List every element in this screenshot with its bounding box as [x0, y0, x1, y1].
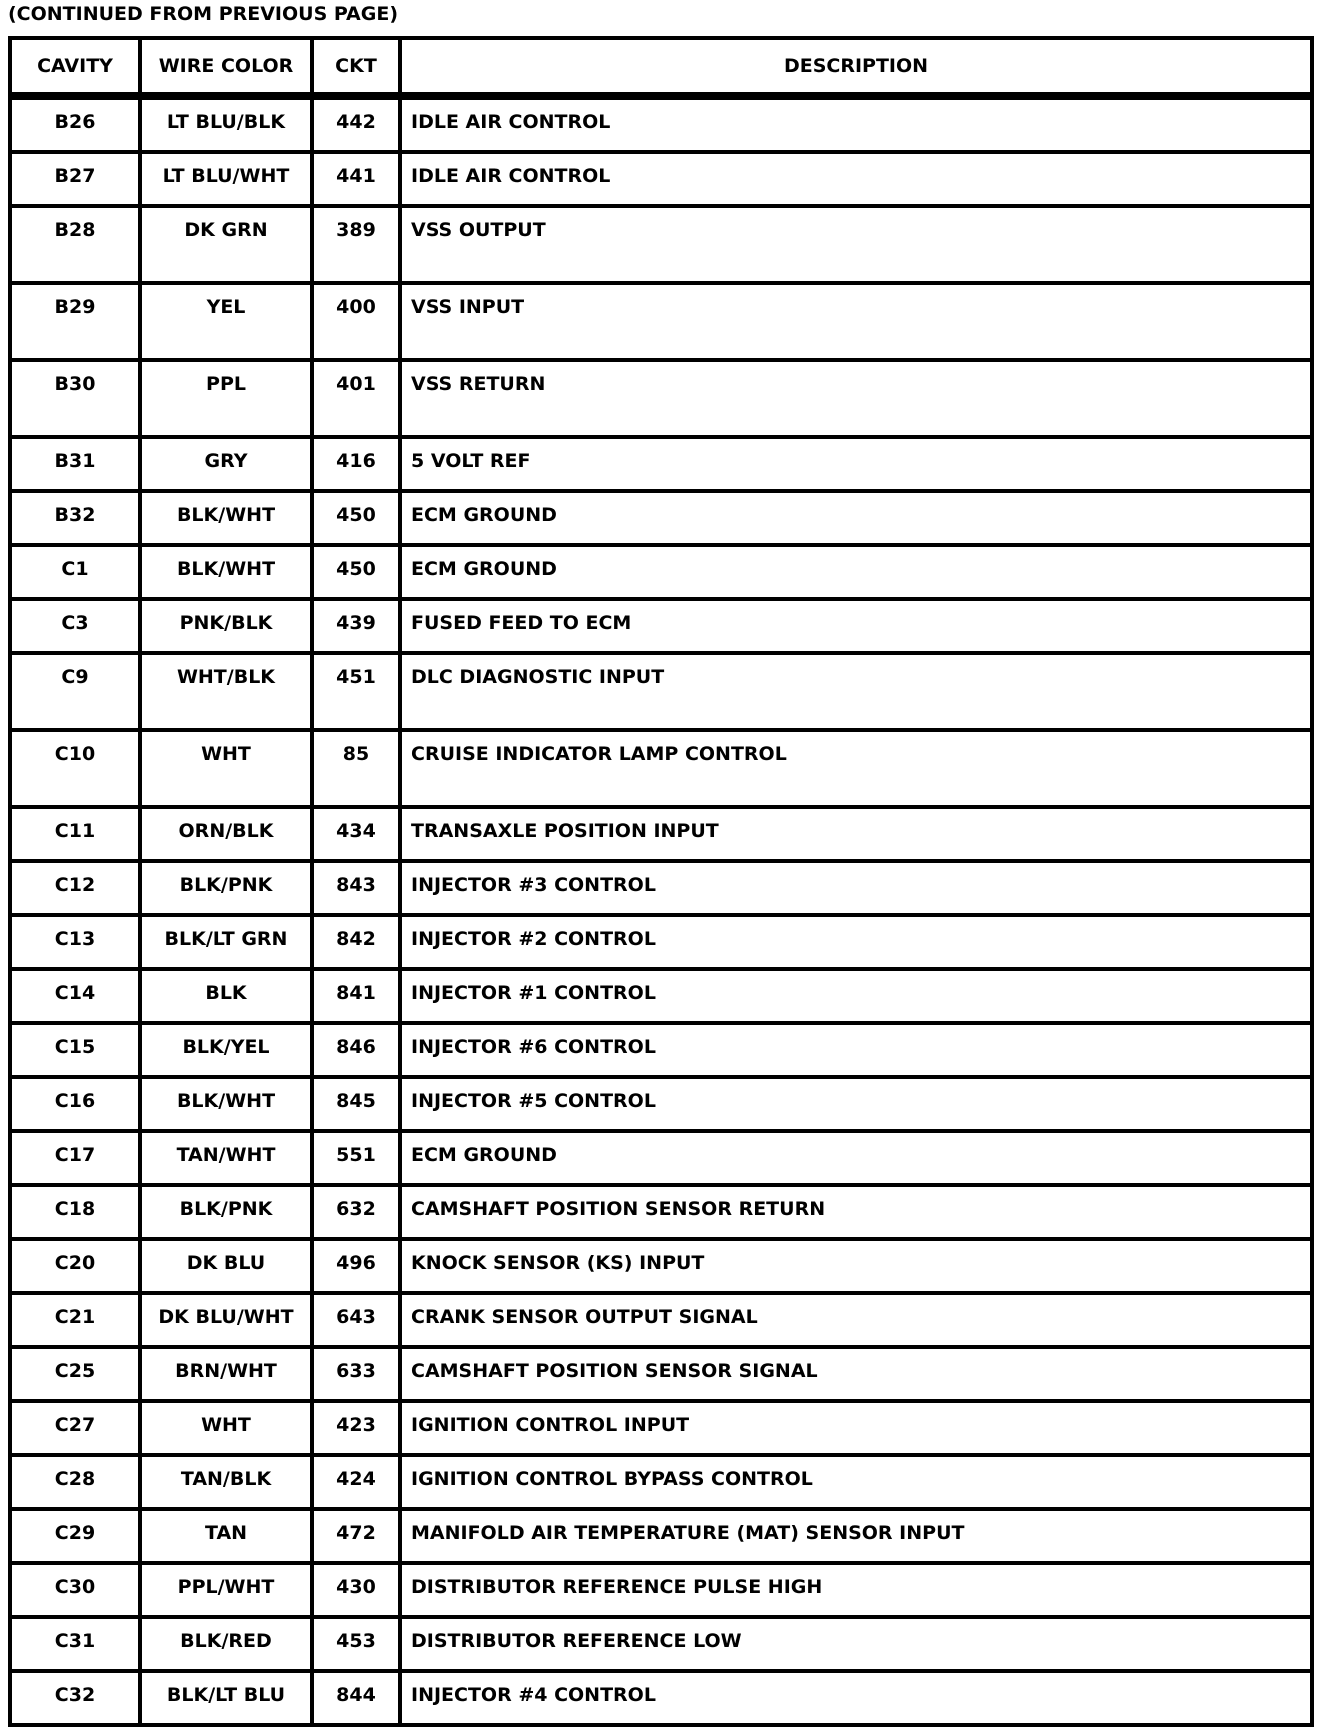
wire-color-cell: WHT/BLK	[140, 653, 312, 730]
description-cell: CAMSHAFT POSITION SENSOR SIGNAL	[400, 1347, 1312, 1401]
cavity-cell: C12	[10, 861, 140, 915]
wire-color-cell: TAN/BLK	[140, 1455, 312, 1509]
wire-color-cell: DK BLU	[140, 1239, 312, 1293]
ckt-cell: 496	[312, 1239, 400, 1293]
wire-color-cell: LT BLU/WHT	[140, 152, 312, 206]
table-row	[10, 491, 1312, 545]
table-row	[10, 807, 1312, 861]
continued-note: (CONTINUED FROM PREVIOUS PAGE)	[8, 3, 399, 25]
cavity-cell: C9	[10, 653, 140, 730]
wire-color-cell: DK BLU/WHT	[140, 1293, 312, 1347]
wire-color-cell: BLK/PNK	[140, 861, 312, 915]
ckt-cell: 424	[312, 1455, 400, 1509]
table-row	[10, 1401, 1312, 1455]
table-row	[10, 1077, 1312, 1131]
cavity-cell: C13	[10, 915, 140, 969]
cavity-cell: C30	[10, 1563, 140, 1617]
cavity-cell: C3	[10, 599, 140, 653]
wire-color-cell: BLK/LT GRN	[140, 915, 312, 969]
wire-color-cell: BLK/WHT	[140, 491, 312, 545]
wire-color-cell: BLK/LT BLU	[140, 1671, 312, 1725]
description-cell: VSS INPUT	[400, 283, 1312, 360]
cavity-cell: B28	[10, 206, 140, 283]
ckt-cell: 843	[312, 861, 400, 915]
cavity-cell: C11	[10, 807, 140, 861]
cavity-cell: C29	[10, 1509, 140, 1563]
table-row	[10, 730, 1312, 807]
wire-color-cell: TAN/WHT	[140, 1131, 312, 1185]
description-cell: IGNITION CONTROL BYPASS CONTROL	[400, 1455, 1312, 1509]
wire-color-cell: PPL/WHT	[140, 1563, 312, 1617]
ckt-cell: 451	[312, 653, 400, 730]
description-cell: CRUISE INDICATOR LAMP CONTROL	[400, 730, 1312, 807]
ckt-cell: 450	[312, 491, 400, 545]
table-row	[10, 545, 1312, 599]
wire-color-cell: BLK	[140, 969, 312, 1023]
connector-pinout-table	[8, 36, 1314, 1727]
description-cell: INJECTOR #6 CONTROL	[400, 1023, 1312, 1077]
ckt-cell: 453	[312, 1617, 400, 1671]
description-cell: KNOCK SENSOR (KS) INPUT	[400, 1239, 1312, 1293]
table-row	[10, 1347, 1312, 1401]
cavity-cell: C21	[10, 1293, 140, 1347]
table-row	[10, 1293, 1312, 1347]
table-row	[10, 969, 1312, 1023]
description-cell: IDLE AIR CONTROL	[400, 96, 1312, 152]
cavity-cell: C1	[10, 545, 140, 599]
table-row	[10, 1131, 1312, 1185]
description-cell: DISTRIBUTOR REFERENCE LOW	[400, 1617, 1312, 1671]
description-cell: VSS RETURN	[400, 360, 1312, 437]
description-cell: INJECTOR #3 CONTROL	[400, 861, 1312, 915]
table-row	[10, 1671, 1312, 1725]
cavity-cell: C16	[10, 1077, 140, 1131]
table-row	[10, 360, 1312, 437]
cavity-cell: C31	[10, 1617, 140, 1671]
cavity-cell: C14	[10, 969, 140, 1023]
ckt-cell: 633	[312, 1347, 400, 1401]
cavity-cell: C32	[10, 1671, 140, 1725]
cavity-cell: B32	[10, 491, 140, 545]
description-cell: INJECTOR #4 CONTROL	[400, 1671, 1312, 1725]
wire-color-cell: BLK/PNK	[140, 1185, 312, 1239]
table-row	[10, 861, 1312, 915]
cavity-cell: C28	[10, 1455, 140, 1509]
wire-color-cell: PNK/BLK	[140, 599, 312, 653]
description-cell: VSS OUTPUT	[400, 206, 1312, 283]
table-row	[10, 915, 1312, 969]
description-cell: INJECTOR #1 CONTROL	[400, 969, 1312, 1023]
ckt-cell: 430	[312, 1563, 400, 1617]
description-cell: DLC DIAGNOSTIC INPUT	[400, 653, 1312, 730]
cavity-cell: B31	[10, 437, 140, 491]
table-row	[10, 653, 1312, 730]
cavity-cell: C15	[10, 1023, 140, 1077]
cavity-cell: B27	[10, 152, 140, 206]
wire-color-cell: BRN/WHT	[140, 1347, 312, 1401]
description-cell: CAMSHAFT POSITION SENSOR RETURN	[400, 1185, 1312, 1239]
ckt-cell: 472	[312, 1509, 400, 1563]
ckt-cell: 401	[312, 360, 400, 437]
ckt-cell: 450	[312, 545, 400, 599]
description-cell: CRANK SENSOR OUTPUT SIGNAL	[400, 1293, 1312, 1347]
ckt-cell: 841	[312, 969, 400, 1023]
ckt-cell: 439	[312, 599, 400, 653]
ckt-cell: 842	[312, 915, 400, 969]
ckt-cell: 434	[312, 807, 400, 861]
header-description: DESCRIPTION	[400, 38, 1312, 96]
description-cell: ECM GROUND	[400, 1131, 1312, 1185]
ckt-cell: 400	[312, 283, 400, 360]
wire-color-cell: PPL	[140, 360, 312, 437]
ckt-cell: 845	[312, 1077, 400, 1131]
cavity-cell: C20	[10, 1239, 140, 1293]
ckt-cell: 643	[312, 1293, 400, 1347]
wire-color-cell: WHT	[140, 1401, 312, 1455]
wire-color-cell: LT BLU/BLK	[140, 96, 312, 152]
description-cell: IDLE AIR CONTROL	[400, 152, 1312, 206]
wire-color-cell: GRY	[140, 437, 312, 491]
wire-color-cell: BLK/WHT	[140, 1077, 312, 1131]
description-cell: DISTRIBUTOR REFERENCE PULSE HIGH	[400, 1563, 1312, 1617]
wire-color-cell: ORN/BLK	[140, 807, 312, 861]
table-row	[10, 152, 1312, 206]
description-cell: 5 VOLT REF	[400, 437, 1312, 491]
description-cell: IGNITION CONTROL INPUT	[400, 1401, 1312, 1455]
ckt-cell: 846	[312, 1023, 400, 1077]
table-row	[10, 1455, 1312, 1509]
ckt-cell: 632	[312, 1185, 400, 1239]
table-row	[10, 1617, 1312, 1671]
cavity-cell: B29	[10, 283, 140, 360]
wire-color-cell: BLK/YEL	[140, 1023, 312, 1077]
description-cell: ECM GROUND	[400, 545, 1312, 599]
description-cell: TRANSAXLE POSITION INPUT	[400, 807, 1312, 861]
description-cell: MANIFOLD AIR TEMPERATURE (MAT) SENSOR INPUT	[400, 1509, 1312, 1563]
ckt-cell: 389	[312, 206, 400, 283]
header-wire-color: WIRE COLOR	[140, 38, 312, 96]
description-cell: ECM GROUND	[400, 491, 1312, 545]
description-cell: INJECTOR #5 CONTROL	[400, 1077, 1312, 1131]
cavity-cell: C18	[10, 1185, 140, 1239]
wire-color-cell: TAN	[140, 1509, 312, 1563]
table-row	[10, 1509, 1312, 1563]
wire-color-cell: BLK/RED	[140, 1617, 312, 1671]
table-row	[10, 206, 1312, 283]
ckt-cell: 423	[312, 1401, 400, 1455]
table-row	[10, 96, 1312, 152]
cavity-cell: C17	[10, 1131, 140, 1185]
ckt-cell: 844	[312, 1671, 400, 1725]
cavity-cell: C27	[10, 1401, 140, 1455]
table-row	[10, 437, 1312, 491]
ckt-cell: 442	[312, 96, 400, 152]
cavity-cell: B26	[10, 96, 140, 152]
table-row	[10, 283, 1312, 360]
cavity-cell: C25	[10, 1347, 140, 1401]
ckt-cell: 416	[312, 437, 400, 491]
header-ckt: CKT	[312, 38, 400, 96]
table-row	[10, 1023, 1312, 1077]
description-cell: INJECTOR #2 CONTROL	[400, 915, 1312, 969]
header-row	[10, 38, 1312, 96]
ckt-cell: 441	[312, 152, 400, 206]
cavity-cell: C10	[10, 730, 140, 807]
table-row	[10, 1185, 1312, 1239]
table-row	[10, 599, 1312, 653]
wire-color-cell: DK GRN	[140, 206, 312, 283]
wire-color-cell: WHT	[140, 730, 312, 807]
cavity-cell: B30	[10, 360, 140, 437]
wire-color-cell: YEL	[140, 283, 312, 360]
ckt-cell: 85	[312, 730, 400, 807]
description-cell: FUSED FEED TO ECM	[400, 599, 1312, 653]
table-row	[10, 1239, 1312, 1293]
ckt-cell: 551	[312, 1131, 400, 1185]
header-cavity: CAVITY	[10, 38, 140, 96]
wire-color-cell: BLK/WHT	[140, 545, 312, 599]
table-row	[10, 1563, 1312, 1617]
